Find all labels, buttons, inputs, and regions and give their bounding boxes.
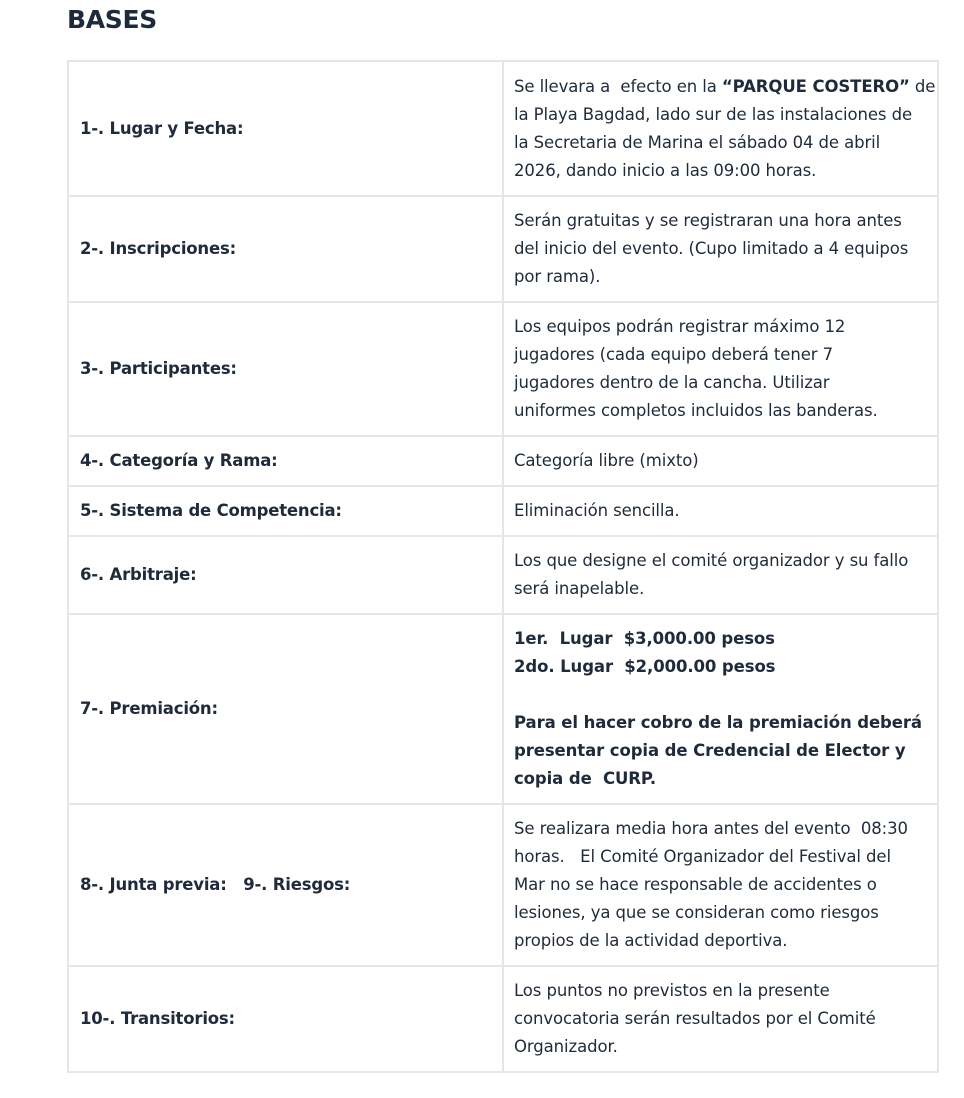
value-text: jugadores dentro de la cancha. Utilizar xyxy=(514,373,830,392)
value-text: la Playa Bagdad, lado sur de las instalaciones de xyxy=(514,104,912,124)
bases-row xyxy=(68,966,938,1072)
value-text: Eliminación sencilla. xyxy=(514,501,680,520)
row-value xyxy=(503,302,938,436)
row-label-text: 3-. Participantes: xyxy=(80,359,237,378)
row-label xyxy=(68,61,503,196)
value-text: Los puntos no previstos en la presente xyxy=(514,981,830,1000)
value-line xyxy=(514,1033,929,1061)
row-label xyxy=(68,966,503,1072)
value-line xyxy=(514,737,929,765)
blank-line xyxy=(514,681,929,709)
value-line xyxy=(514,843,929,871)
row-label xyxy=(68,436,503,486)
value-text-bold: copia de CURP. xyxy=(514,769,656,788)
value-text: Organizador. xyxy=(514,1037,618,1056)
value-text: horas. El Comité Organizador del Festival del xyxy=(514,847,891,866)
value-text: Mar no se hace responsable de accidentes o xyxy=(514,875,877,894)
value-text: Los equipos podrán registrar máximo 12 xyxy=(514,317,846,336)
row-label-text: 4-. Categoría y Rama: xyxy=(80,451,278,470)
value-line xyxy=(514,497,929,525)
value-line xyxy=(514,341,929,369)
value-text: de xyxy=(909,76,936,96)
bases-row xyxy=(68,486,938,536)
value-text: será inapelable. xyxy=(514,579,645,598)
value-line xyxy=(514,625,929,653)
bases-row xyxy=(68,302,938,436)
bases-row xyxy=(68,804,938,966)
row-label-text: 6-. Arbitraje: xyxy=(80,565,197,584)
row-label-text: 8-. Junta previa: 9-. Riesgos: xyxy=(80,875,351,894)
row-value xyxy=(503,196,938,302)
value-line xyxy=(514,369,929,397)
value-line xyxy=(514,871,929,899)
value-text: convocatoria serán resultados por el Comité xyxy=(514,1009,876,1028)
value-text: por rama). xyxy=(514,267,601,286)
row-label-text: 5-. Sistema de Competencia: xyxy=(80,501,342,520)
value-line xyxy=(514,129,929,157)
row-value xyxy=(503,61,938,196)
row-label xyxy=(68,486,503,536)
value-text: Categoría libre (mixto) xyxy=(514,451,699,470)
row-label-text: 1-. Lugar y Fecha: xyxy=(80,118,244,138)
value-line xyxy=(514,653,929,681)
bases-row xyxy=(68,536,938,614)
row-label xyxy=(68,614,503,804)
value-line xyxy=(514,73,936,101)
value-text-bold: Para el hacer cobro de la premiación deberá xyxy=(514,713,922,732)
row-value xyxy=(503,436,938,486)
row-value xyxy=(503,486,938,536)
row-label xyxy=(68,196,503,302)
value-line xyxy=(514,709,929,737)
value-line xyxy=(514,207,929,235)
row-label-text: 2-. Inscripciones: xyxy=(80,239,236,258)
bases-row xyxy=(68,61,938,196)
value-text: lesiones, ya que se consideran como riesgos xyxy=(514,903,879,922)
value-text-bold: “PARQUE COSTERO” xyxy=(721,76,910,96)
value-text-bold: presentar copia de Credencial de Elector y xyxy=(514,741,906,760)
value-text: jugadores (cada equipo deberá tener 7 xyxy=(514,345,833,364)
value-text: del inicio del evento. (Cupo limitado a 4 equipos xyxy=(514,239,909,258)
value-line xyxy=(514,899,929,927)
bases-row xyxy=(68,614,938,804)
value-text: Los que designe el comité organizador y su fallo xyxy=(514,551,909,570)
value-line xyxy=(514,235,929,263)
value-line xyxy=(514,927,929,955)
value-text: la Secretaria de Marina el sábado 04 de abril xyxy=(514,132,881,152)
value-line xyxy=(514,575,929,603)
row-label-text: 10-. Transitorios: xyxy=(80,1009,235,1028)
value-line xyxy=(514,1005,929,1033)
value-line xyxy=(514,313,929,341)
row-label-text: 7-. Premiación: xyxy=(80,699,218,718)
row-value xyxy=(503,536,938,614)
row-value xyxy=(503,966,938,1072)
bases-row xyxy=(68,196,938,302)
row-label xyxy=(68,302,503,436)
row-value xyxy=(503,614,938,804)
value-line xyxy=(514,977,929,1005)
bases-row xyxy=(68,436,938,486)
row-value xyxy=(503,804,938,966)
value-line xyxy=(514,157,929,185)
value-text: 2026, dando inicio a las 09:00 horas. xyxy=(514,160,817,180)
value-text-bold: 2do. Lugar $2,000.00 pesos xyxy=(514,657,776,676)
row-label xyxy=(68,804,503,966)
row-label xyxy=(68,536,503,614)
value-text: Serán gratuitas y se registraran una hora antes xyxy=(514,211,902,230)
value-line xyxy=(514,765,929,793)
value-line xyxy=(514,815,929,843)
value-text-bold: 1er. Lugar $3,000.00 pesos xyxy=(514,629,775,648)
value-text: propios de la actividad deportiva. xyxy=(514,931,788,950)
value-line xyxy=(514,263,929,291)
value-line xyxy=(514,547,929,575)
value-line xyxy=(514,397,929,425)
value-line xyxy=(514,447,929,475)
page-heading: BASES xyxy=(67,5,157,34)
value-text: Se realizara media hora antes del evento 08:30 xyxy=(514,819,908,838)
value-text: Se llevara a efecto en la xyxy=(514,76,722,96)
bases-table xyxy=(67,60,939,1073)
value-line xyxy=(514,101,929,129)
bases-table-body xyxy=(68,61,938,1072)
value-text: uniformes completos incluidos las banderas. xyxy=(514,401,878,420)
